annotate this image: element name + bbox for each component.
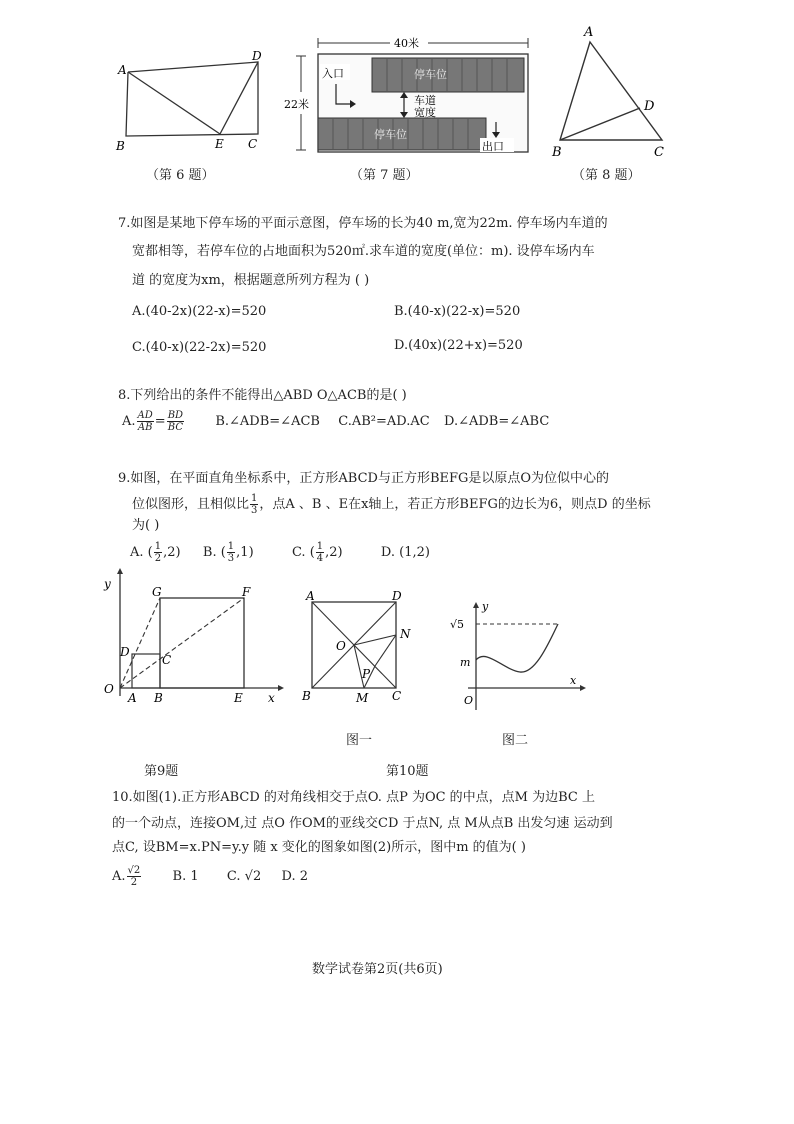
q8-option-a-num1: AD [137, 410, 153, 421]
q10-line3: 点C, 设BM=x.PN=y.y 随 x 变化的图象如图(2)所示，图中m 的值为( ) [112, 840, 526, 855]
q7-option-c: C.(40-x)(22-2x)=520 [132, 340, 267, 355]
q9-option-d: D. (1,2) [380, 545, 430, 560]
q7-option-a: A.(40-2x)(22-x)=520 [132, 304, 267, 319]
fig7-entrance: 入口 [322, 67, 344, 80]
fig6-label-b: B [116, 139, 125, 153]
q8-option-d: D.∠ADB=∠ABC [444, 414, 550, 429]
q10-option-c: C. √2 [226, 869, 262, 884]
figure-7-caption: （第 7 题） [350, 168, 419, 183]
figure-10-caption: 第10题 [386, 764, 429, 779]
fig10b-label-m: m [460, 656, 471, 669]
q8-option-a-eq: = [154, 414, 166, 429]
q9-option-b-rest: ,1) [236, 545, 254, 560]
q7-line1: 7.如图是某地下停车场的平面示意图，停车场的长为40 m,宽为22m. 停车场内车道的 [118, 216, 608, 231]
figure-8-caption: （第 8 题） [572, 168, 641, 183]
q7-option-b: B.(40-x)(22-x)=520 [394, 304, 521, 319]
figure-6 [112, 50, 272, 160]
fig10a-label-b: B [302, 689, 311, 703]
fig10b-label-sqrt5: √5 [450, 618, 465, 631]
q10-option-a-frac: $\frac{√2}{2}$ [127, 865, 141, 888]
q8-option-a-fraction1 [137, 410, 154, 433]
fig10a-label-n: N [400, 627, 411, 641]
fig10b-label-o: O [464, 694, 474, 707]
fig8-label-a: A [584, 25, 594, 40]
q7-option-d: D.(40x)(22+x)=520 [394, 338, 523, 353]
fig9-label-d: D [120, 645, 130, 659]
fig6-label-d: D [252, 49, 262, 63]
q9-line2-a: 位似图形，且相似比 [132, 497, 250, 512]
q9-option-c-frac: $\frac{1}{4}$ [316, 541, 324, 564]
figure-8 [548, 22, 678, 162]
fig10b-label-y: y [482, 600, 489, 613]
fig9-label-e: E [234, 691, 243, 705]
figure-9-caption: 第9题 [144, 764, 179, 779]
fig6-label-a: A [118, 63, 127, 77]
fig6-label-e: E [215, 137, 224, 151]
fig7-height-label: 22米 [284, 98, 309, 111]
figure-9-drawing [96, 566, 286, 706]
q8-option-a-num2: BD [167, 410, 184, 421]
q9-option-b-prefix: B. [202, 545, 217, 560]
fig10a-label-c: C [392, 689, 402, 703]
q9-option-a-prefix: A. [130, 545, 144, 560]
q9-line2-b: ，点A 、B 、E在x轴上，若正方形BEFG的边长为6，则点D 的坐标 [259, 497, 651, 512]
fig8-label-c: C [654, 145, 664, 160]
q9-option-a-rest: ,2) [163, 545, 181, 560]
page-footer: 数学试卷第2页(共6页) [312, 962, 443, 977]
fig7-exit: 出口 [482, 140, 504, 153]
figure-10-two [446, 600, 586, 712]
figure-9 [96, 566, 286, 706]
q8-option-b: B.∠ADB=∠ACB [215, 414, 320, 429]
q8-option-a-fraction2 [167, 410, 184, 433]
figure-7-drawing [284, 34, 535, 159]
figure-10-two-drawing [446, 600, 586, 712]
figure-6-drawing [112, 50, 272, 160]
q9-option-c-prefix: C. [291, 545, 306, 560]
q9-option-c-rest: ,2) [325, 545, 343, 560]
fig7-parking-bottom: 停车位 [374, 128, 407, 141]
q9-options: A. ( $\frac{1}{2}$ ,2) B. ( $\frac{1}{3}$ ,1) C. ( $\frac{1}{4}$ ,2) D. (1,2) [130, 541, 430, 564]
fig10a-label-p: P [362, 667, 371, 681]
q9-ratio-den: 3 [251, 505, 258, 516]
figure-6-caption: （第 6 题） [146, 168, 215, 183]
q8-option-a-den1: AB [137, 422, 153, 433]
fig9-label-x: x [268, 691, 275, 705]
q10-option-a-prefix: A. [112, 869, 126, 884]
q9-ratio [250, 493, 258, 516]
fig6-label-c: C [248, 137, 258, 151]
fig9-label-f: F [242, 585, 251, 599]
q10-option-b: B. 1 [172, 869, 199, 884]
fig7-width-label: 40米 [394, 37, 419, 50]
figure-10-one-caption: 图一 [346, 733, 373, 748]
q9-line3: 为( ) [132, 518, 160, 533]
q7-line2: 宽都相等，若停车位的占地面积为520㎡.求车道的宽度(单位：m). 设停车场内车 [132, 244, 595, 259]
q10-line2: 的一个动点，连接OM,过 点O 作OM的亚线交CD 于点N, 点 M从点B 出发匀速 运动到 [112, 816, 613, 831]
fig9-label-b: B [154, 691, 163, 705]
fig9-label-a: A [128, 691, 137, 705]
figure-10-one [298, 588, 418, 706]
fig7-lane-line2: 宽度 [414, 106, 436, 119]
q8-stem: 8.下列给出的条件不能得出△ABD O△ACB的是( ) [118, 388, 407, 403]
q9-line2 [132, 492, 651, 518]
fig9-label-c: C [162, 653, 172, 667]
q8-option-c: C.AB²=AD.AC [338, 414, 430, 429]
fig10a-label-d: D [392, 589, 402, 603]
q9-option-b-frac: $\frac{1}{3}$ [227, 541, 235, 564]
figure-10-one-drawing [298, 588, 418, 706]
q9-option-a-frac: $\frac{1}{2}$ [154, 541, 162, 564]
fig9-label-y: y [104, 577, 111, 591]
figure-7 [284, 34, 535, 159]
figure-10-two-caption: 图二 [502, 733, 529, 748]
q8-option-a-den2: BC [167, 422, 183, 433]
fig9-label-o: O [104, 682, 114, 696]
fig10a-label-o: O [336, 639, 346, 653]
fig8-label-b: B [552, 145, 562, 160]
q10-options [112, 862, 308, 892]
fig7-parking-top: 停车位 [414, 68, 447, 81]
figure-8-drawing [548, 22, 678, 162]
q9-ratio-num: 1 [251, 493, 258, 504]
q10-line1: 10.如图(1).正方形ABCD 的对角线相交于点O. 点P 为OC 的中点，点M 为边BC 上 [112, 790, 595, 805]
fig7-lane-line1: 车道 [414, 94, 436, 107]
fig10a-label-m: M [356, 691, 369, 705]
q8-options [122, 408, 549, 436]
fig10b-label-x: x [570, 674, 577, 687]
fig8-label-d: D [644, 99, 655, 114]
fig9-label-g: G [152, 585, 162, 599]
q7-line3: 道 的宽度为xm，根据题意所列方程为 ( ) [132, 273, 370, 288]
q8-option-a-prefix: A. [122, 414, 136, 429]
q9-line1: 9.如图，在平面直角坐标系中，正方形ABCD与正方形BEFG是以原点O为位似中心的 [118, 471, 610, 486]
q10-option-d: D. 2 [281, 869, 309, 884]
fig10a-label-a: A [306, 589, 315, 603]
